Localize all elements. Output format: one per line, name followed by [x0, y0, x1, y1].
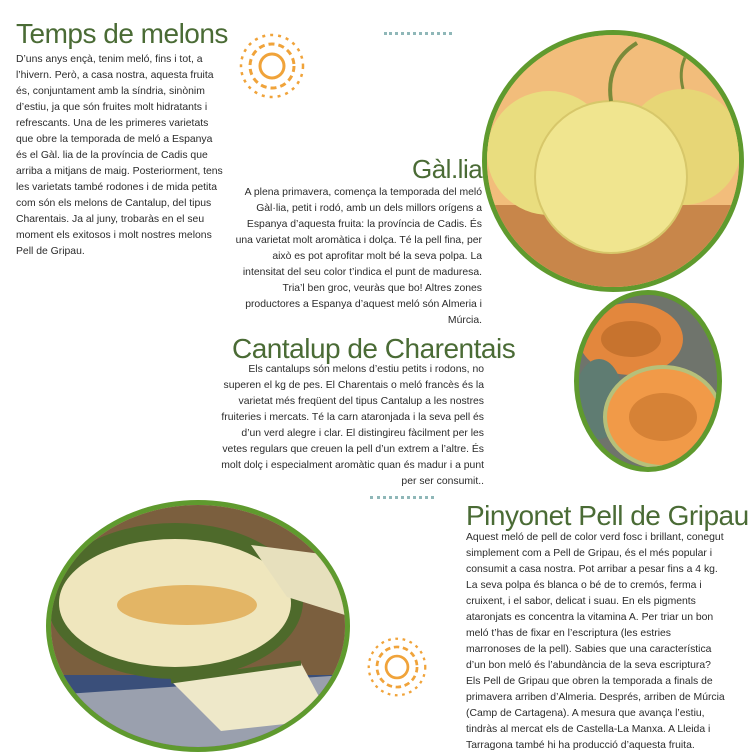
- gallia-title: Gàl.lia: [412, 154, 483, 184]
- intro-paragraph: D’uns anys ençà, tenim meló, fins i tot, a l’hivern. Però, a casa nostra, aquesta fruita és, conjuntament amb la síndria, sinònim d’estiu, ja que són fruites molt hidratants i refrescants. Una de les primeres varietats que obre la temporada de meló a Espanya és el Gàl. lia de la província de Cadis que arriba a mitjans de maig. Posteriorment, tens les varietats també rodones i de mida petita com són els melons de Cantalup, del tipus Charentais. Ja al juny, trobaràs en el seu moment els exitosos i molt nostres melons Pell de Gripau.: [16, 54, 223, 257]
- pinyonet-paragraph: Aquest meló de pell de color verd fosc i brillant, conegut simplement com a Pell de Gripau, és el més popular i consumit a casa nostra. Pot arribar a pesar fins a 4 kg. La seva polpa és blanca o bé de to cremós, ferma i cruixent, i el sabor, delicat i suau. En els pigments ataronjats es concentra la vitamina A. Per triar un bon meló t’has de fixar en l’escriptura (les estries marronoses de la pell). Sabies que una característica d’un bon meló és l’abundància de la seva escriptura? Els Pell de Gripau que obren la temporada a finals de primavera arriben d’Almeria. Després, arriben de Múrcia (Camp de Cartagena). A mesura que avança l’estiu, tindràs al mercat els de Castella-La Manxa. A Lleida i Tarragona també hi ha producció d’aquesta fruita.: [466, 532, 725, 751]
- cantalup-melon-photo: [574, 290, 722, 472]
- gallia-paragraph: A plena primavera, comença la temporada del meló Gàl·lia, petit i rodó, amb un dels millors orígens a Espanya d’aquesta fruita: la província de Cadis. És una varietat molt aromàtica i dolça. Té la pell fina, per això es pot aprofitar molt bé la seva polpa. La intensitat del seu color t’indica el punt de maduresa. Tria’l ben groc, veuràs que bo! Altres zones productores a Espanya d’aquest meló són Almeria i Múrcia.: [235, 187, 482, 326]
- sun-icon: [238, 32, 306, 100]
- sun-icon: [366, 636, 428, 698]
- dotted-divider: [384, 32, 452, 35]
- dotted-divider: [370, 496, 434, 499]
- pinyonet-melon-photo: [46, 500, 350, 752]
- cantalup-paragraph: Els cantalups són melons d’estiu petits i rodons, no superen el kg de pes. El Charentais o meló francès és la varietat més freqüent del tipus Cantalup a les nostres fruiteries i mercats. Té la carn ataronjada i la seva pell és d’un verd alegre i clar. El distingireu fàcilment per les vetes regulars que creuen la pell d’un extrem a l’altre. És molt dolç i especialment aromàtic quan és madur i a punt per ser consumit..: [221, 364, 484, 487]
- gallia-melon-photo: [482, 30, 744, 292]
- pinyonet-title: Pinyonet Pell de Gripau: [466, 500, 749, 531]
- intro-title: Temps de melons: [16, 18, 228, 49]
- cantalup-title: Cantalup de Charentais: [232, 333, 516, 364]
